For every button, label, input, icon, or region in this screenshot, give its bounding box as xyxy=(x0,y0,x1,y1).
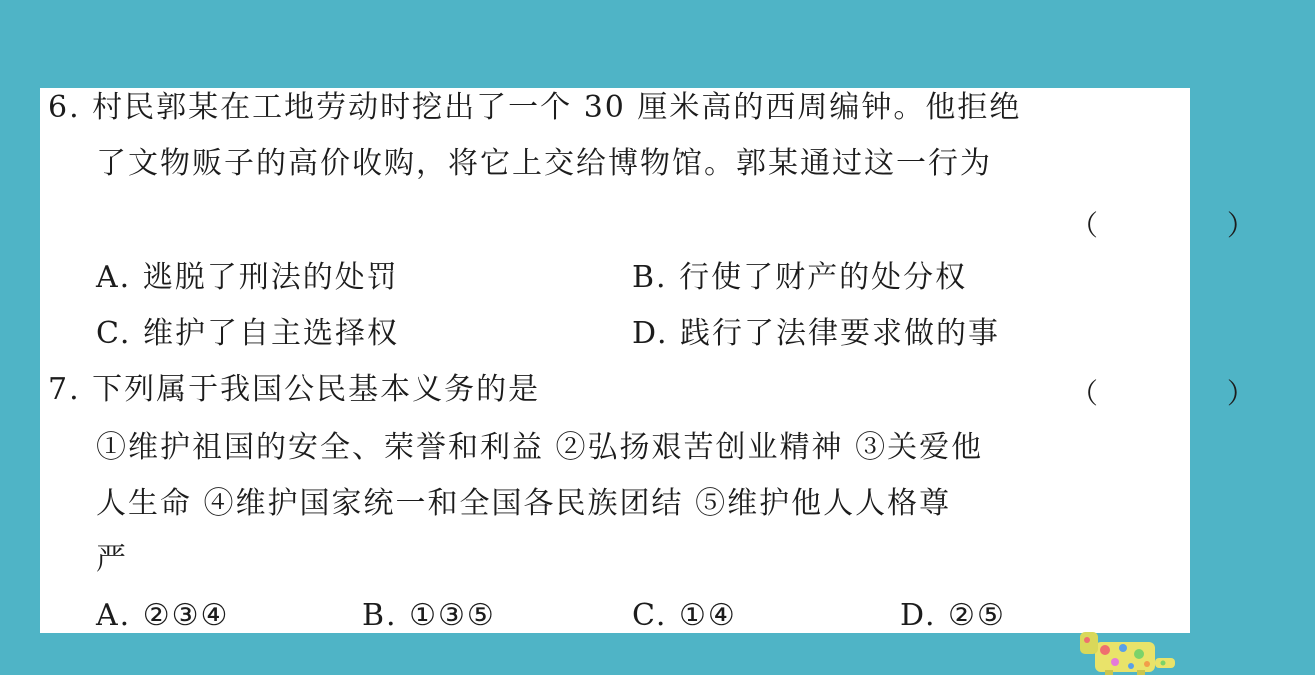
q6-option-d: D. 践行了法律要求做的事 xyxy=(632,316,1001,351)
q7-option-b: B. ①③⑤ xyxy=(362,598,496,633)
question-sheet xyxy=(40,88,1315,633)
q6-option-a: A. 逃脱了刑法的处罚 xyxy=(96,260,399,295)
q7-answer-bracket: （ ） xyxy=(1070,377,1315,410)
q6-option-c: C. 维护了自主选择权 xyxy=(96,316,399,351)
cartoon-decoration-icon xyxy=(1075,628,1185,675)
q7-option-d: D. ②⑤ xyxy=(900,598,1006,633)
q6-option-b: B. 行使了财产的处分权 xyxy=(632,260,968,295)
q6-answer-bracket: （ ） xyxy=(1070,209,1315,242)
q7-choices-line-2: 人生命 ④维护国家统一和全国各民族团结 ⑤维护他人人格尊 xyxy=(96,486,952,521)
q6-stem-line-2: 了文物贩子的高价收购，将它上交给博物馆。郭某通过这一行为 xyxy=(96,146,992,181)
q7-option-c: C. ①④ xyxy=(632,598,737,633)
q7-stem: 7. 下列属于我国公民基本义务的是 xyxy=(48,372,541,407)
q7-option-a: A. ②③④ xyxy=(96,598,230,633)
q6-stem-line-1: 6. 村民郭某在工地劳动时挖出了一个 30 厘米高的西周编钟。他拒绝 xyxy=(48,90,1022,125)
q7-choices-line-1: ①维护祖国的安全、荣誉和利益 ②弘扬艰苦创业精神 ③关爱他 xyxy=(96,430,984,465)
q7-choices-line-3: 严 xyxy=(96,542,128,577)
